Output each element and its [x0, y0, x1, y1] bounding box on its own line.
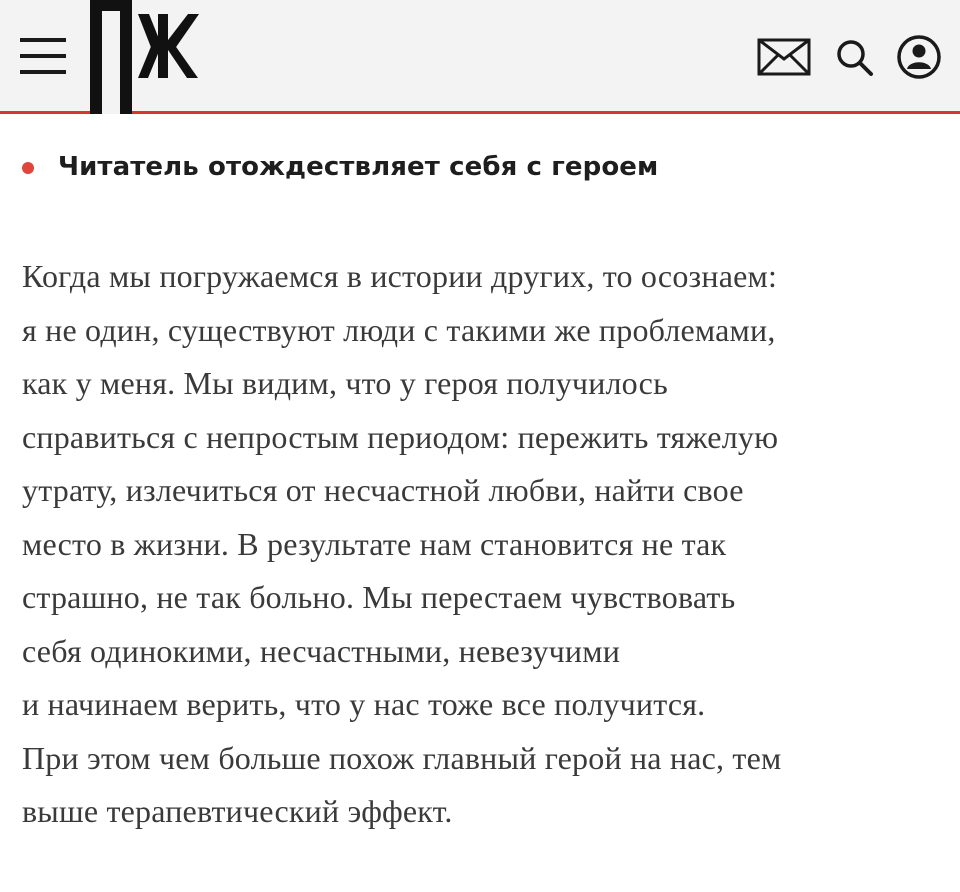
mail-icon[interactable] [756, 37, 812, 77]
article-line: При этом чем больше похож главный герой на нас, тем [22, 739, 782, 776]
logo-mark [90, 0, 200, 114]
user-icon[interactable] [896, 34, 942, 80]
header-actions [756, 32, 942, 82]
section-subheading [22, 152, 658, 182]
article-line: как у меня. Мы видим, что у героя получилось [22, 365, 668, 401]
article-line: я не один, существуют люди с такими же проблемами, [22, 311, 776, 348]
article-line: справиться с непростым периодом: пережить тяжелую [22, 418, 779, 455]
article-body [22, 250, 942, 839]
article-line: утрату, излечиться от несчастной любви, найти свое [22, 472, 744, 508]
article-line: Когда мы погружаемся в истории других, то осознаем: [22, 258, 778, 294]
site-logo[interactable] [90, 0, 200, 114]
site-header [0, 0, 960, 114]
article-line: страшно, не так больно. Мы перестаем чувствовать [22, 579, 736, 615]
article-line: выше терапевтический эффект. [22, 793, 453, 829]
bullet-icon [22, 162, 34, 174]
subheading-text: Читатель отождествляет себя с героем [58, 152, 659, 182]
article-line: себя одинокими, несчастными, невезучими [22, 632, 621, 669]
article-line: и начинаем верить, что у нас тоже все получится. [22, 686, 706, 722]
article-line: место в жизни. В результате нам становится не так [22, 525, 727, 562]
search-icon[interactable] [834, 37, 874, 77]
hamburger-menu-icon[interactable] [20, 34, 66, 78]
